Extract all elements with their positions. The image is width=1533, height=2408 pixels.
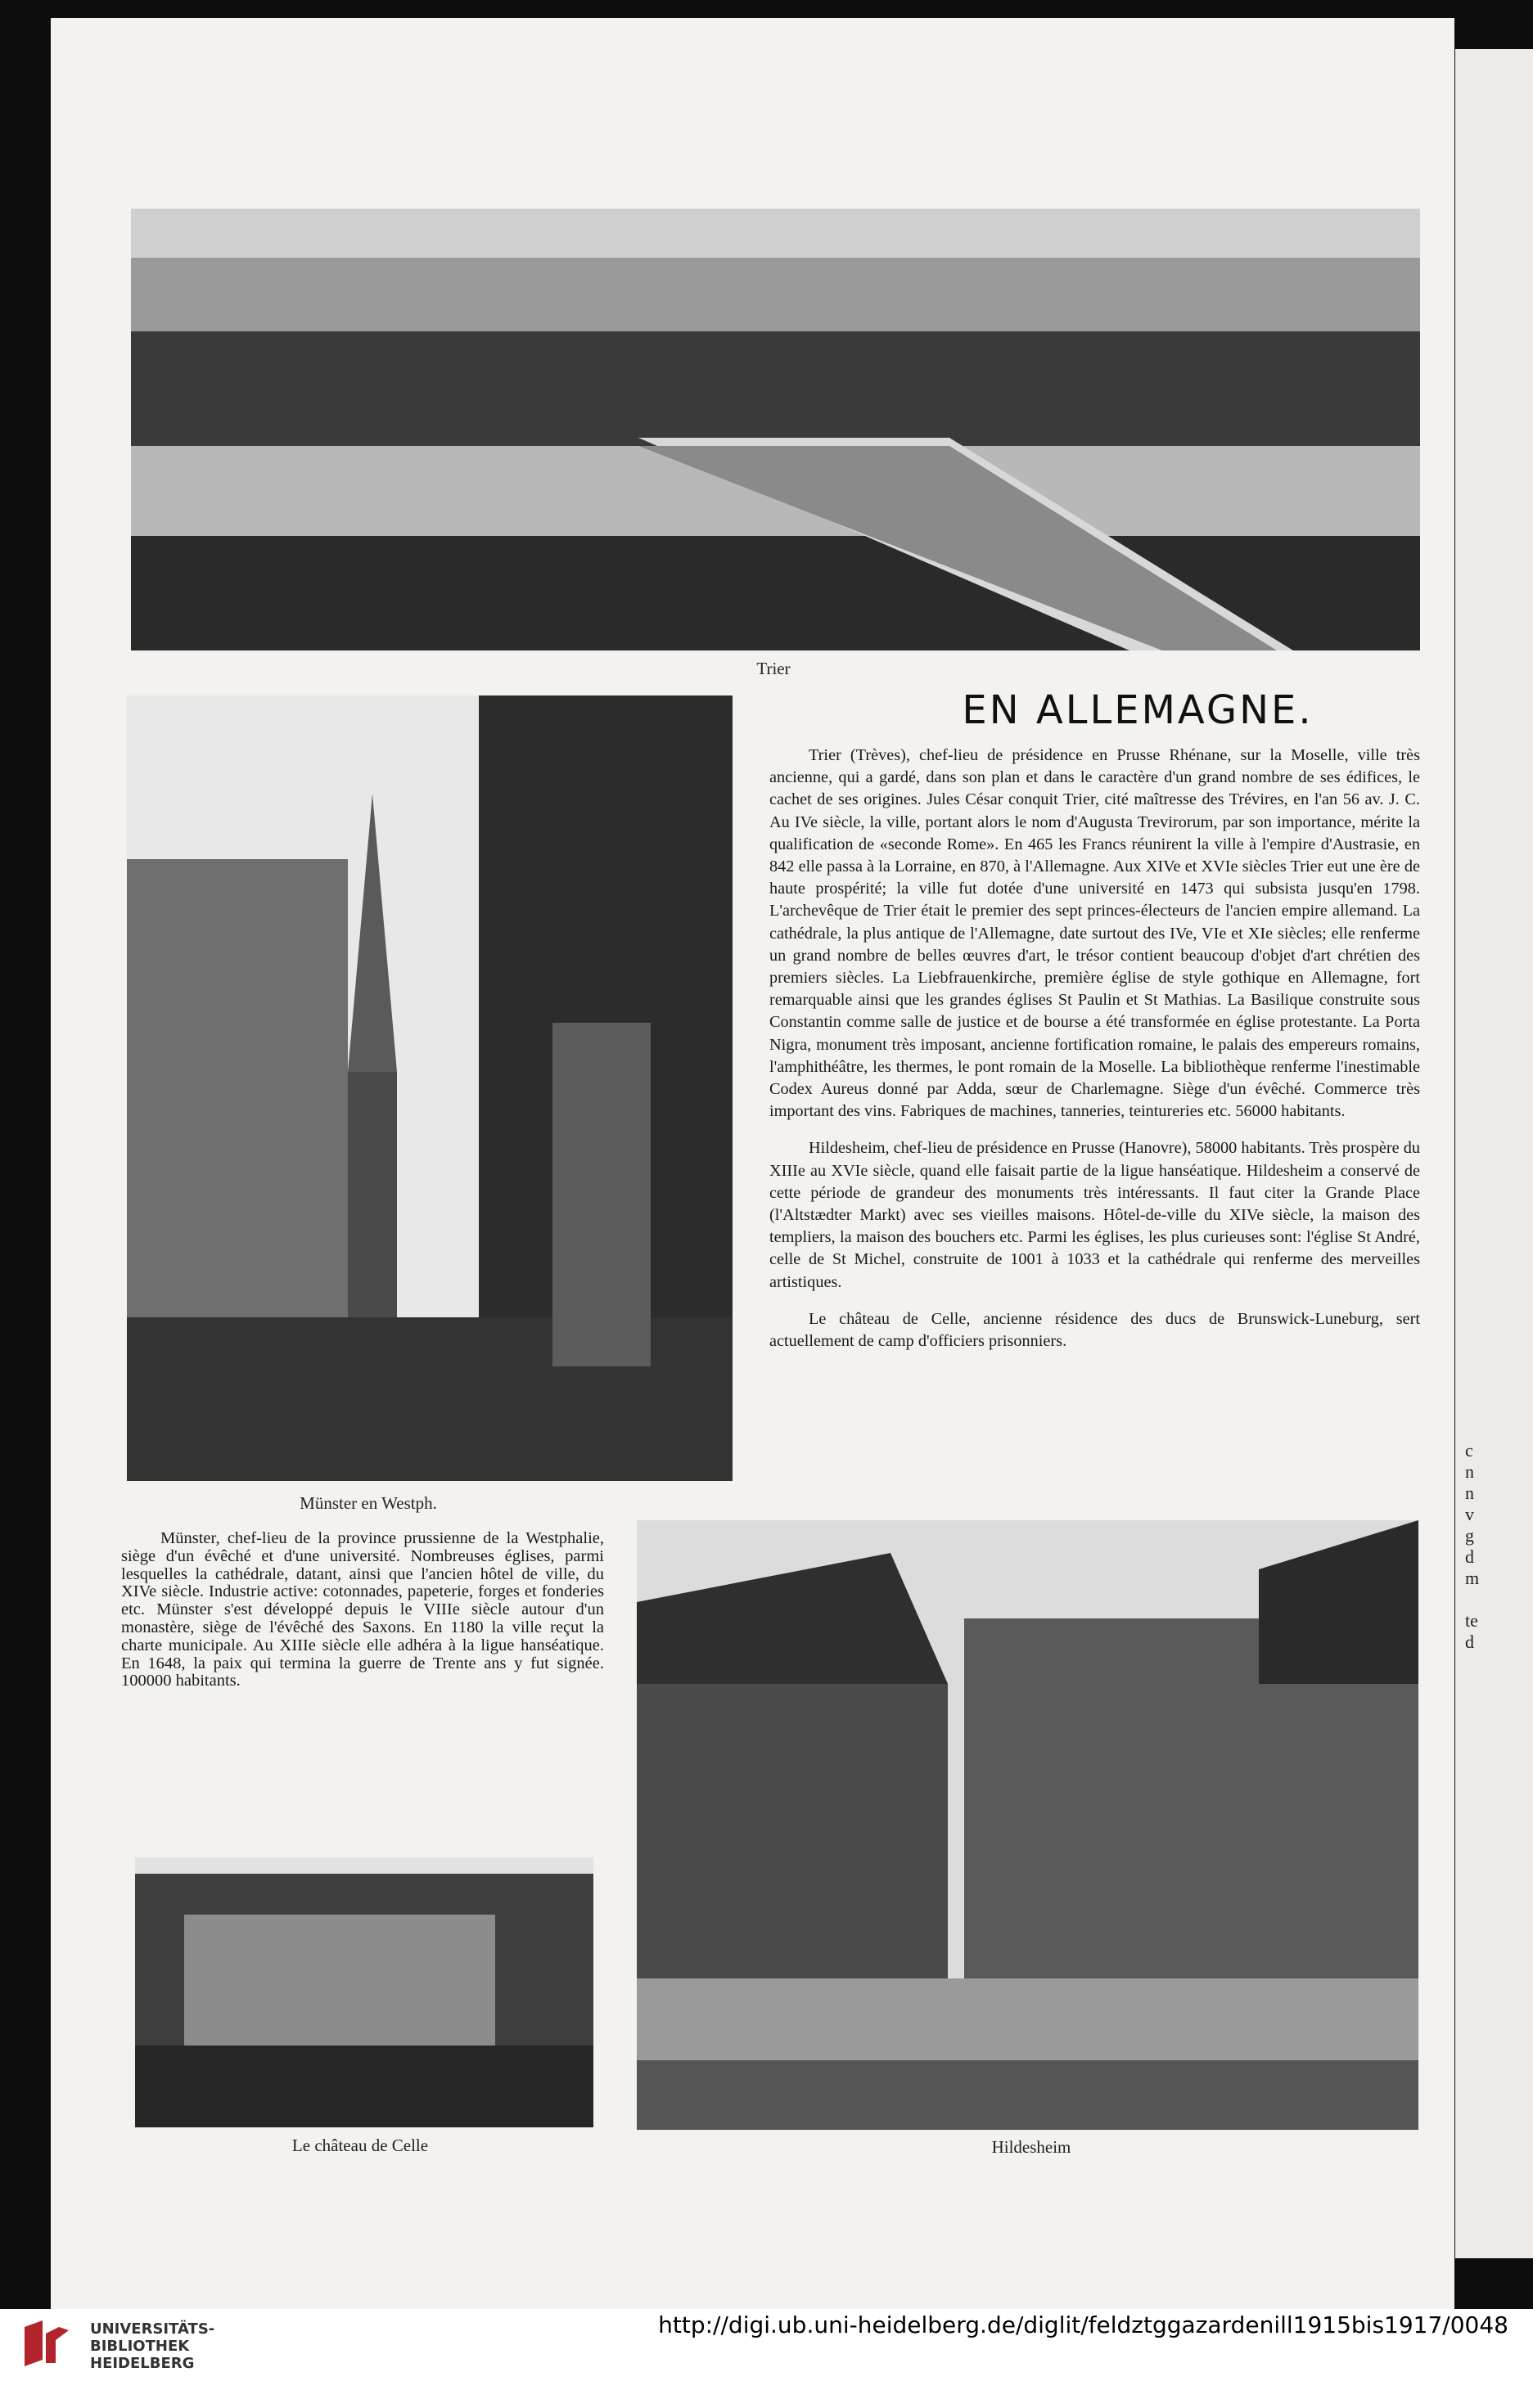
hildesheim-caption: Hildesheim — [991, 2137, 1071, 2157]
library-name: UNIVERSITÄTS- BIBLIOTHEK HEIDELBERG — [90, 2320, 215, 2372]
paragraph-hildesheim: Hildesheim, chef-lieu de présidence en Prusse (Hanovre), 58000 habitants. Très prospère du XIIIe au XVIe siècle, quand elle faisait partie de la ligue hanséatique. Hildesheim a conservé de cette période de grandeur des monuments très intéressants. Il faut citer la Grande Place (l'Altstædter Markt) avec ses vieilles maisons. Hôtel-de-ville du XIVe siècle, la maison des templiers, la maison des bouchers etc. Parmi les églises, les plus curieuses sont: l'église St André, celle de St Michel, construite de 1001 à 1033 et la cathédrale qui renferme des merveilles artistiques. — [769, 1139, 1420, 1291]
paragraph-celle: Le château de Celle, ancienne résidence des ducs de Brunswick-Luneburg, sert actuellement de camp d'officiers prisonniers. — [769, 1309, 1420, 1351]
munster-caption: Münster en Westph. — [300, 1493, 437, 1513]
celle-photo — [135, 1857, 593, 2127]
adjacent-page-edge — [1455, 49, 1533, 2258]
celle-caption: Le château de Celle — [291, 2136, 429, 2155]
hildesheim-photo — [637, 1520, 1418, 2130]
heidelberg-logo-icon[interactable] — [18, 2316, 75, 2373]
paragraph-munster: Münster, chef-lieu de la province prussienne de la Westphalie, siège d'un évêché et d'une université. Nombreuses églises, parmi lesquelles la cathédrale, datant, ainsi que l'ancien hôtel de ville, du XIVe siècle. Industrie active: cotonnades, papeterie, forges et fonderies etc. Münster s'est développé depuis le VIIIe siècle autour d'un monastère, siège de l'évêché des Saxons. En 1180 la ville reçut la charte municipale. Au XIIIe siècle elle adhéra à la ligue hanséatique. En 1648, la paix qui termina la guerre de Trente ans y fut signée. 100000 habitants. — [121, 1529, 604, 1690]
trier-photo — [131, 209, 1420, 650]
adjacent-page-text: c n n v g d m te d — [1465, 1440, 1480, 1652]
document-url[interactable]: http://digi.ub.uni-heidelberg.de/diglit/feldztggazardenill1915bis1917/0048 — [658, 2311, 1508, 2338]
trier-caption: Trier — [756, 659, 791, 678]
munster-photo — [127, 695, 733, 1481]
main-article — [769, 745, 1420, 1367]
page-title: EN ALLEMAGNE. — [962, 687, 1314, 733]
paragraph-trier: Trier (Trèves), chef-lieu de présidence en Prusse Rhénane, sur la Moselle, ville très ancienne, qui a gardé, dans son plan et dans le caractère d'un grand nombre de ses édifices, le cachet de ses origines. Jules César conquit Trier, cité maîtresse des Trévires, en l'an 56 av. J. C. Au IVe siècle, la ville, portant alors le nom d'Augusta Trevirorum, par son importance, mérite la qualification de «seconde Rome». En 465 les Francs réunirent la ville à l'empire d'Austrasie, en 842 elle passa à la Lorraine, en 870, à l'Allemagne. Aux XIVe et XVIe siècles Trier eut une ère de haute prospérité; la ville fut dotée d'une université en 1473 qui subsista jusqu'en 1798. L'archevêque de Trier était le premier des sept princes-électeurs de l'ancien empire allemand. La cathédrale, la plus antique de l'Allemagne, date surtout des IVe, VIe et XIe siècles; elle renferme un grand nombre de belles œuvres d'art, le trésor contient beaucoup d'objet d'art chrétien des premiers siècles. La Liebfrauenkirche, première église de style gothique en Allemagne, fort remarquable ainsi que les grandes églises St Paulin et St Mathias. La Basilique construite sous Constantin comme salle de justice et de bourse a été transformée en église protestante. La Porta Nigra, monument très imposant, ancienne fortification romaine, le palais des empereurs romains, l'amphithéâtre, les thermes, le pont romain de la Moselle. La bibliothèque renferme l'inestimable Codex Aureus donné par Adda, sœur de Charlemagne. Siège d'un évêché. Commerce très important des vins. Fabriques de machines, tanneries, teintureries etc. 56000 habitants. — [769, 746, 1420, 1121]
munster-article — [121, 1530, 604, 1705]
